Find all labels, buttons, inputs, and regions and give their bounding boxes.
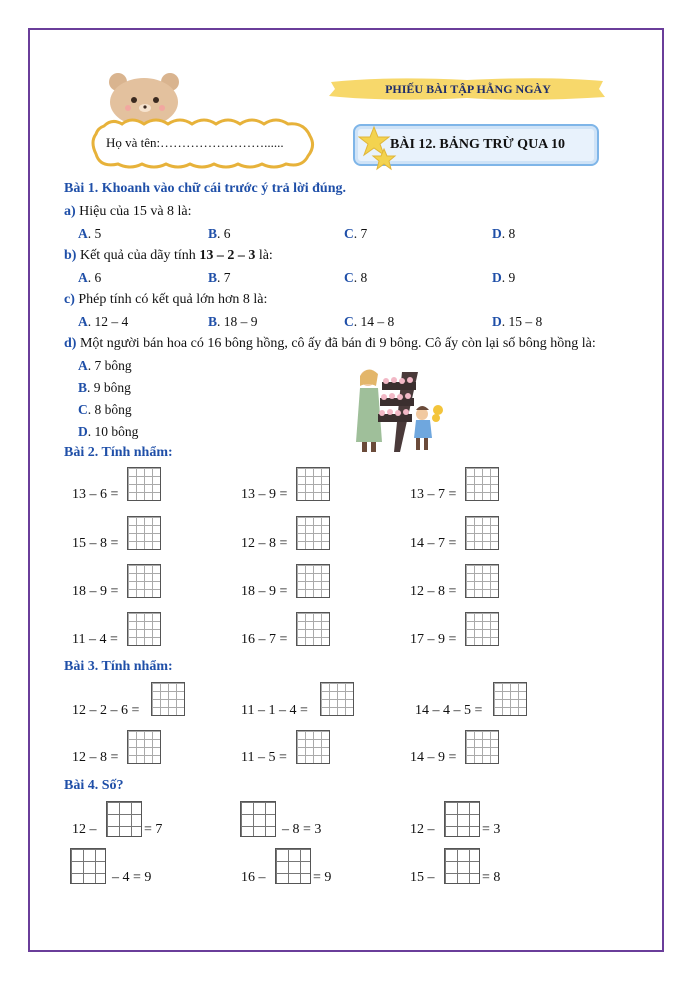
option-a[interactable]: A. 7 bông (78, 358, 132, 373)
option-a[interactable]: A. 12 – 4 (78, 314, 129, 329)
bai3-expression: 12 – 8 = (72, 750, 119, 765)
bai4-suffix: – 4 = 9 (112, 870, 152, 885)
bai2-expression: 13 – 6 = (72, 487, 119, 502)
bai4-suffix: = 8 (482, 870, 501, 885)
bai1-question-d: d) Một người bán hoa có 16 bông hồng, cô ấy đã bán đi 9 bông. Cô ấy còn lại số bông hồng là: (64, 336, 596, 351)
answer-box[interactable] (127, 516, 161, 550)
bai4-prefix: 12 – (410, 822, 435, 837)
option-c[interactable]: C. 8 bông (78, 402, 132, 417)
bai1-question-c: c) Phép tính có kết quả lớn hơn 8 là: (64, 292, 268, 307)
bai4-heading: Bài 4. Số? (64, 778, 124, 793)
bai1-question-a (64, 204, 192, 220)
option-b[interactable]: B. 6 (208, 226, 231, 241)
bai4-suffix: = 3 (482, 822, 501, 837)
answer-box[interactable] (320, 682, 354, 716)
option-b[interactable]: B. 18 – 9 (208, 314, 258, 329)
option-d[interactable]: D. 9 (492, 270, 516, 285)
bai2-expression: 18 – 9 = (72, 584, 119, 599)
answer-box[interactable] (240, 801, 276, 837)
answer-box[interactable] (127, 730, 161, 764)
answer-box[interactable] (296, 564, 330, 598)
answer-box[interactable] (127, 564, 161, 598)
option-b[interactable]: B. 7 (208, 270, 231, 285)
bai3-expression: 11 – 1 – 4 = (241, 703, 308, 718)
answer-box[interactable] (296, 730, 330, 764)
option-c[interactable]: C. 7 (344, 226, 368, 241)
answer-box[interactable] (151, 682, 185, 716)
worksheet-title: PHIẾU BÀI TẬP HẰNG NGÀY (385, 82, 551, 96)
bai1-heading: Bài 1. Khoanh vào chữ cái trước ý trả lời đúng. (64, 181, 346, 196)
answer-box[interactable] (296, 612, 330, 646)
answer-box[interactable] (465, 564, 499, 598)
bai3-expression: 14 – 9 = (410, 750, 457, 765)
bai2-expression: 12 – 8 = (241, 536, 288, 551)
answer-box[interactable] (465, 612, 499, 646)
bai4-suffix: = 9 (313, 870, 332, 885)
answer-box[interactable] (444, 801, 480, 837)
bear-illustration (104, 70, 184, 122)
bai2-expression: 18 – 9 = (241, 584, 288, 599)
option-b[interactable]: B. 9 bông (78, 380, 131, 395)
option-d[interactable]: D. 10 bông (78, 424, 139, 439)
bai2-expression: 14 – 7 = (410, 536, 457, 551)
question-label: a) (64, 204, 76, 219)
bai2-expression: 15 – 8 = (72, 536, 119, 551)
bai3-expression: 11 – 5 = (241, 750, 287, 765)
bai3-heading: Bài 3. Tính nhẩm: (64, 659, 173, 674)
bai4-suffix: – 8 = 3 (282, 822, 322, 837)
answer-box[interactable] (127, 467, 161, 501)
answer-box[interactable] (493, 682, 527, 716)
answer-box[interactable] (465, 516, 499, 550)
bai2-expression: 12 – 8 = (410, 584, 457, 599)
answer-box[interactable] (465, 730, 499, 764)
answer-box[interactable] (127, 612, 161, 646)
bai2-expression: 16 – 7 = (241, 632, 288, 647)
bai3-expression: 12 – 2 – 6 = (72, 703, 140, 718)
bai2-expression: 17 – 9 = (410, 632, 457, 647)
bai3-expression: 14 – 4 – 5 = (415, 703, 483, 718)
option-a[interactable]: A. 5 (78, 226, 102, 241)
bai4-prefix: 15 – (410, 870, 435, 885)
bai4-prefix: 16 – (241, 870, 266, 885)
option-c[interactable]: C. 8 (344, 270, 368, 285)
bai2-expression: 13 – 7 = (410, 487, 457, 502)
bai1-question-b: b) Kết quả của dãy tính 13 – 2 – 3 là: (64, 248, 273, 263)
answer-box[interactable] (296, 516, 330, 550)
answer-box[interactable] (296, 467, 330, 501)
option-c[interactable]: C. 14 – 8 (344, 314, 395, 329)
bai2-heading: Bài 2. Tính nhẩm: (64, 445, 173, 460)
bai4-prefix: 12 – (72, 822, 97, 837)
answer-box[interactable] (275, 848, 311, 884)
student-name-field[interactable]: Họ và tên:……………………...... (106, 135, 284, 150)
option-d[interactable]: D. 8 (492, 226, 516, 241)
bai2-expression: 13 – 9 = (241, 487, 288, 502)
question-text: Hiệu của 15 và 8 là: (79, 204, 192, 219)
answer-box[interactable] (465, 467, 499, 501)
answer-box[interactable] (70, 848, 106, 884)
answer-box[interactable] (106, 801, 142, 837)
option-a[interactable]: A. 6 (78, 270, 102, 285)
flower-seller-illustration (352, 364, 444, 456)
lesson-title: BÀI 12. BẢNG TRỪ QUA 10 (390, 137, 566, 152)
option-d[interactable]: D. 15 – 8 (492, 314, 543, 329)
bai2-expression: 11 – 4 = (72, 632, 118, 647)
answer-box[interactable] (444, 848, 480, 884)
bai4-suffix: = 7 (144, 822, 163, 837)
